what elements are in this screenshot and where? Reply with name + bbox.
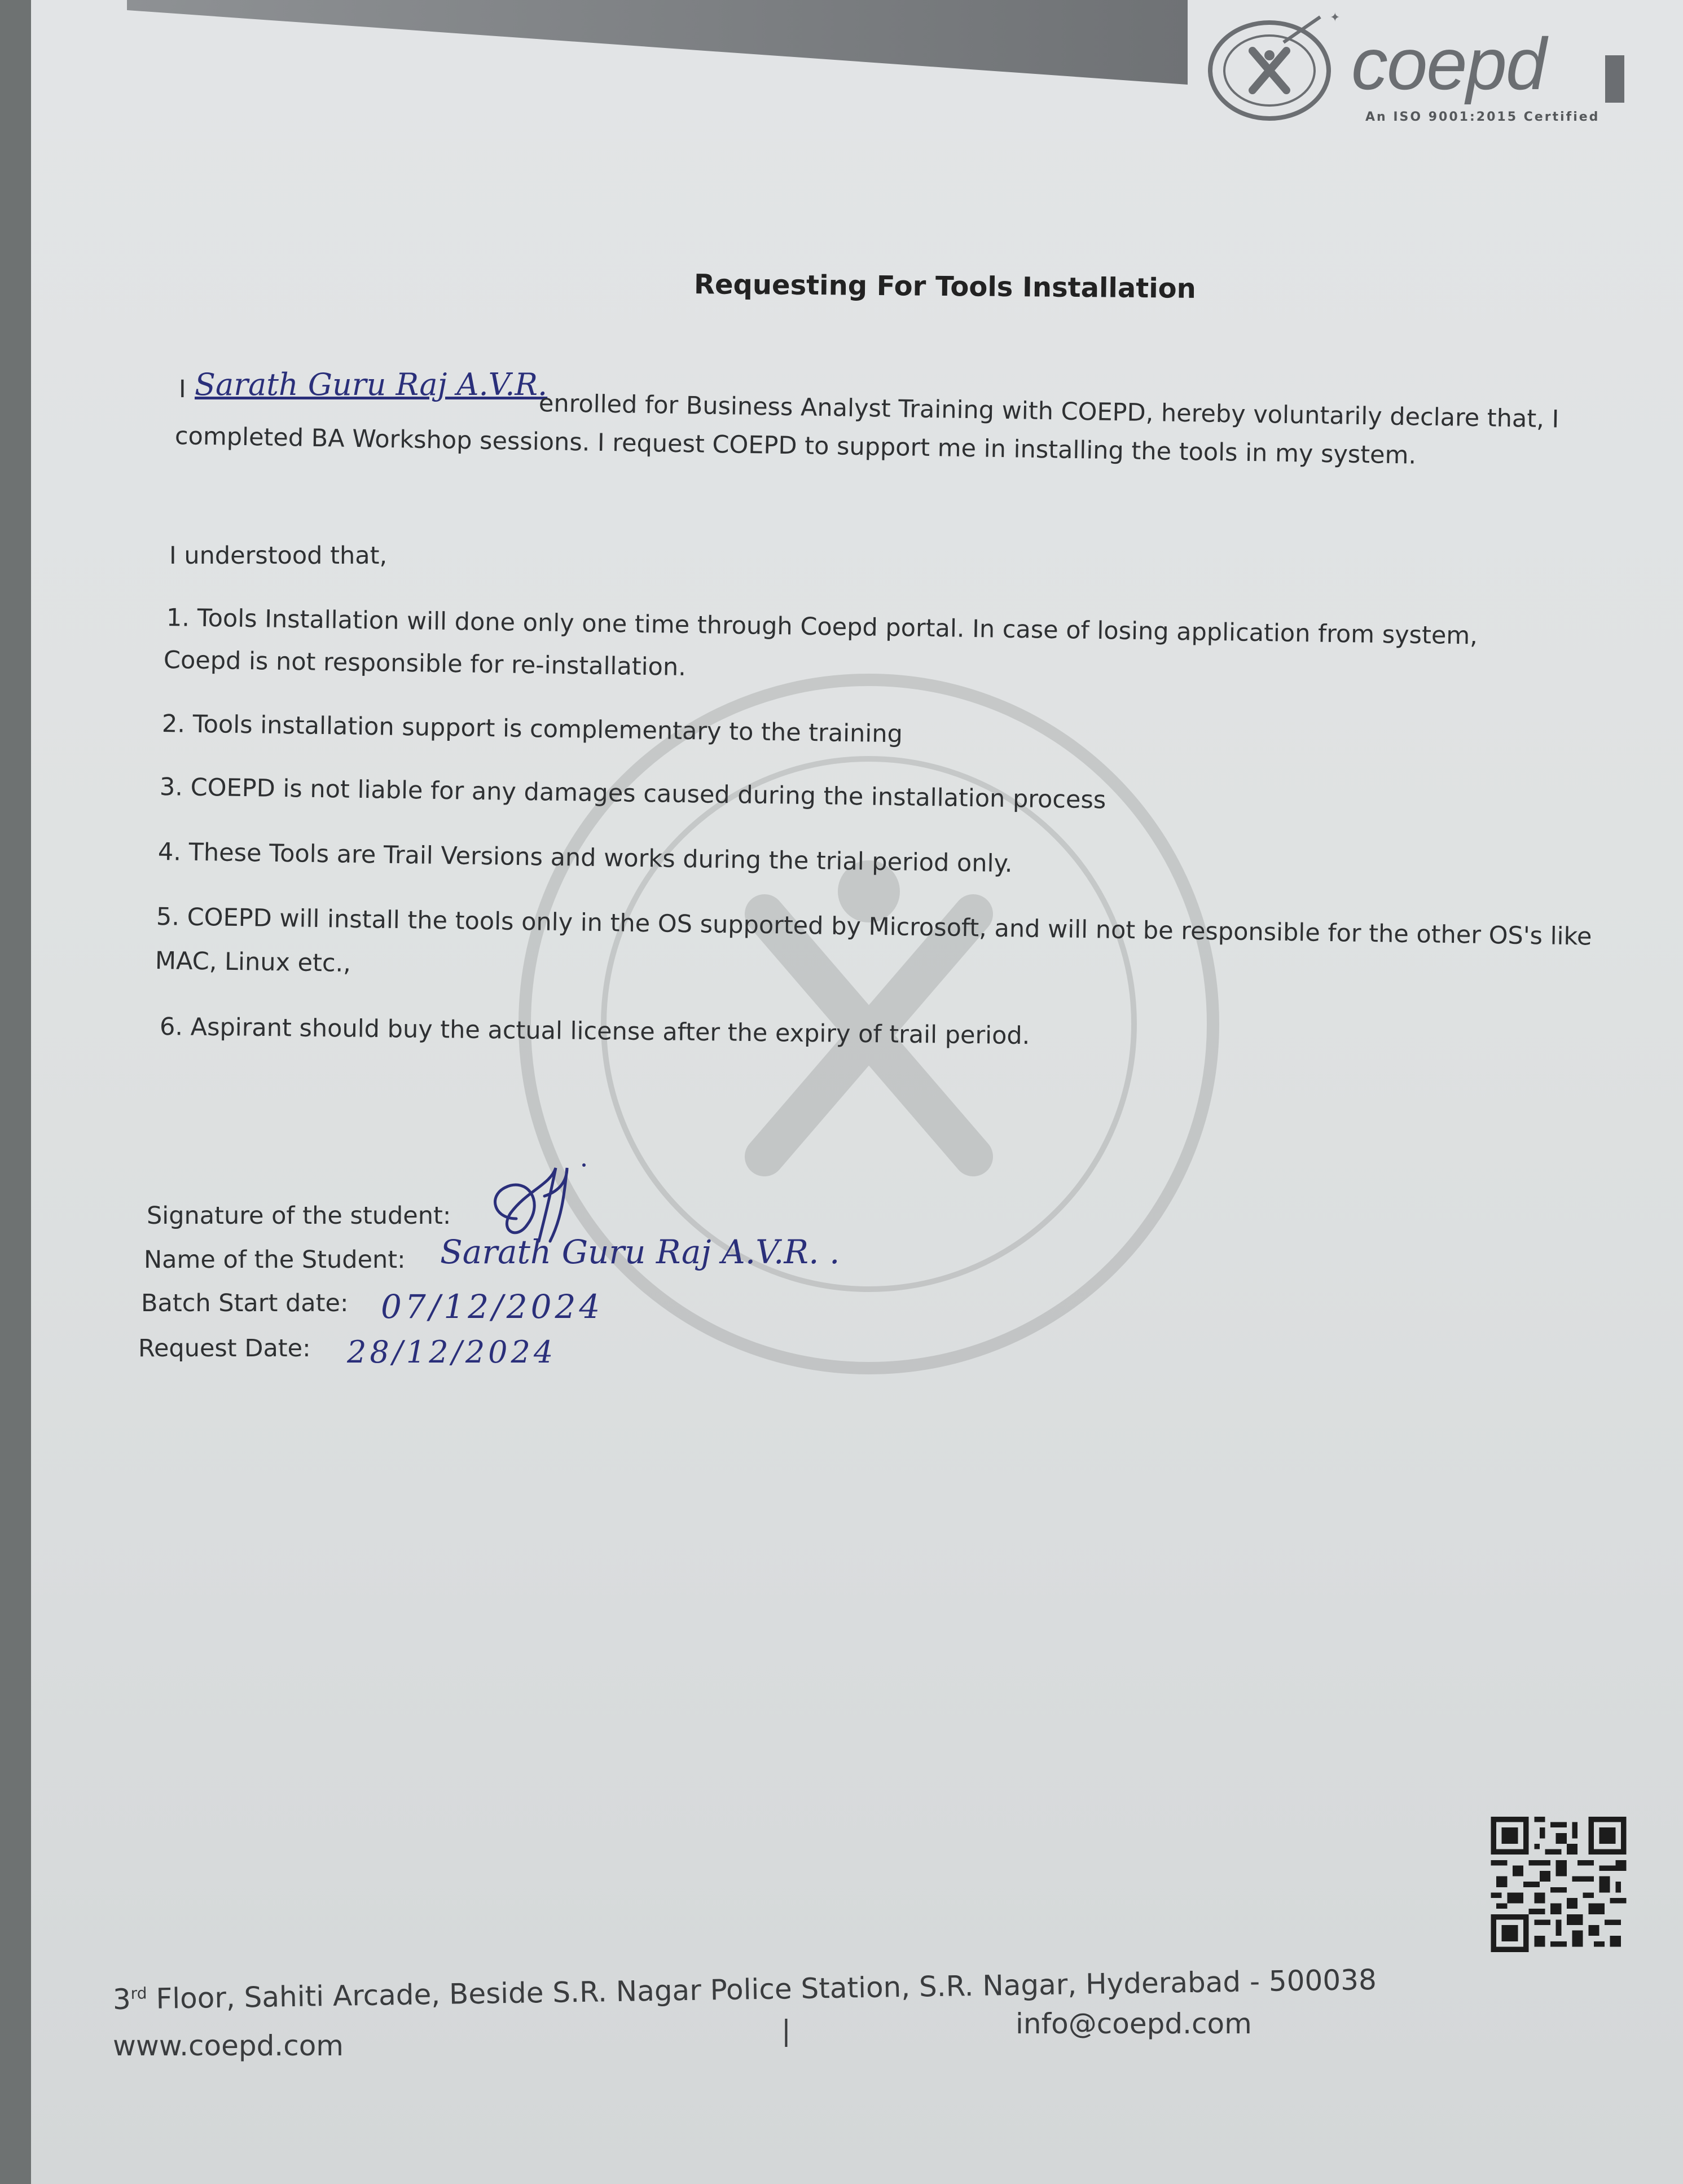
- batch-date-handwritten: 07/12/2024: [381, 1287, 604, 1326]
- request-label: Request Date:: [138, 1334, 311, 1363]
- footer-website: www.coepd.com: [113, 2029, 344, 2062]
- qr-code: [1489, 1817, 1628, 1952]
- point-5-line-1: 5. COEPD will install the tools only in the OS supported by Microsoft, and will not be responsible for the other OS's like: [156, 903, 1592, 951]
- iso-certification: An ISO 9001:2015 Certified: [1365, 110, 1600, 124]
- intro-prefix: I: [179, 375, 186, 403]
- header-band: [127, 0, 1188, 85]
- address-rest: Floor, Sahiti Arcade, Beside S.R. Nagar Police Station, S.R. Nagar, Hyderabad - 500038: [147, 1963, 1377, 2016]
- point-3: 3. COEPD is not liable for any damages caused during the installation process: [159, 773, 1106, 815]
- document-page: [31, 0, 1683, 2184]
- document-title: Requesting For Tools Installation: [693, 269, 1197, 305]
- footer-separator: |: [781, 2014, 791, 2047]
- svg-text:✦: ✦: [1330, 11, 1340, 25]
- intro-line-1: enrolled for Business Analyst Training with COEPD, hereby voluntarily declare that, I: [538, 389, 1559, 434]
- point-1-line-1: 1. Tools Installation will done only one time through Coepd portal. In case of losing application from system,: [166, 604, 1478, 651]
- student-name-handwritten: Sarath Guru Raj A.V.R.: [195, 367, 548, 402]
- batch-label: Batch Start date:: [141, 1289, 349, 1317]
- intro-line-2: completed BA Workshop sessions. I request COEPD to support me in installing the tools in my system.: [174, 422, 1417, 470]
- address-floor: 3: [112, 1983, 131, 2016]
- signature-label: Signature of the student:: [147, 1202, 451, 1230]
- address-floor-suffix: rd: [130, 1984, 147, 2003]
- coepd-logo: [1199, 11, 1628, 135]
- logo-bar: [1605, 55, 1624, 103]
- point-4: 4. These Tools are Trail Versions and works during the trial period only.: [157, 838, 1013, 878]
- point-5-line-2: MAC, Linux etc.,: [155, 947, 351, 978]
- coepd-logo-emblem: [1199, 11, 1340, 124]
- logo-wordmark: coepd: [1351, 23, 1546, 105]
- understood-heading: I understood that,: [169, 542, 388, 570]
- point-6: 6. Aspirant should buy the actual license after the expiry of trail period.: [159, 1013, 1030, 1051]
- name-label: Name of the Student:: [144, 1246, 406, 1274]
- name-value-handwritten: Sarath Guru Raj A.V.R. .: [440, 1233, 840, 1271]
- point-2: 2. Tools installation support is complementary to the training: [161, 710, 903, 749]
- request-date-handwritten: 28/12/2024: [347, 1334, 557, 1370]
- footer-email: info@coepd.com: [1016, 2007, 1252, 2040]
- point-1-line-2: Coepd is not responsible for re-installation.: [163, 646, 687, 682]
